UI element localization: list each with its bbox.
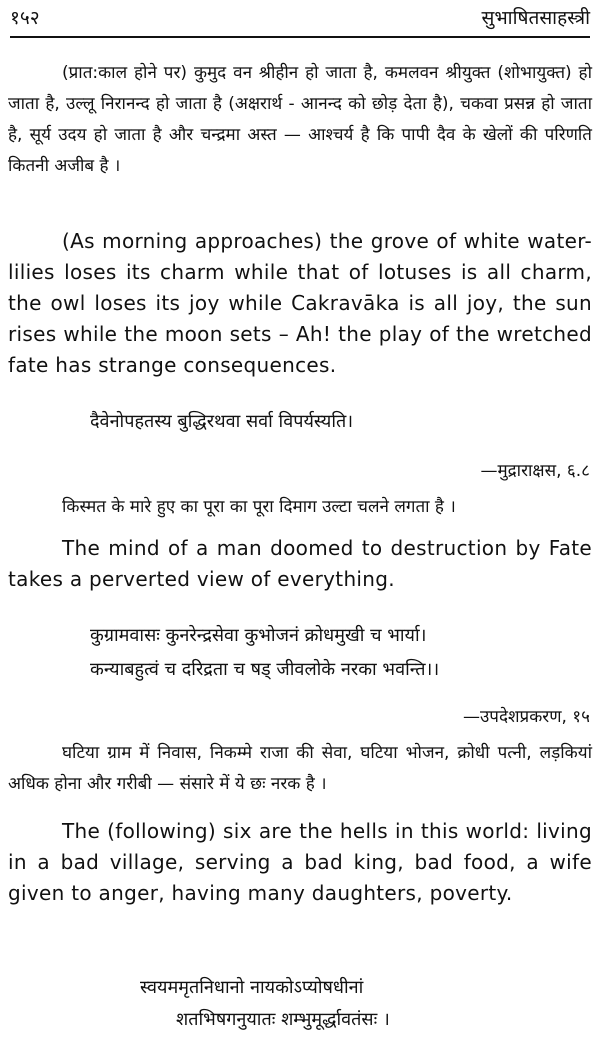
source-citation-2: —मुद्राराक्षस, ६.८ (480, 461, 590, 481)
hindi-translation-1 (8, 58, 592, 182)
english-paragraph: The (following) six are the hells in this world: living in a bad village, serving a bad king, bad food, a wife given to anger, having many daughters, poverty. (8, 819, 592, 905)
english-paragraph: The mind of a man doomed to destruction by Fate takes a perverted view of everything. (8, 536, 592, 591)
hindi-paragraph: (प्रात:काल होने पर) कुमुद वन श्रीहीन हो जाता है, कमलवन श्रीयुक्त (शोभायुक्त) हो जाता है, उल्लू निरानन्द हो जाता है (अक्षरार्थ - आनन्द को छोड़ देता है), चकवा प्रसन्न हो जाता है, सूर्य उदय हो जाता है और चन्द्रमा अस्त — आश्चर्य है कि पापी दैव के खेलों की परिणति कितनी अजीब है । (8, 63, 592, 176)
english-translation-2 (8, 533, 592, 595)
hindi-translation-2 (8, 492, 592, 523)
english-translation-1 (8, 226, 592, 381)
sanskrit-verse-3-line-1: कुग्रामवासः कुनरेन्द्रसेवा कुभोजनं क्रोधमुखी च भार्या। (90, 625, 427, 646)
hindi-translation-3 (8, 738, 592, 800)
sanskrit-verse-2: दैवेनोपहतस्य बुद्धिरथवा सर्वा विपर्यस्यति। (90, 411, 354, 432)
page-number: १५२ (10, 7, 40, 29)
book-title: सुभाषितसाहस्त्री (481, 7, 590, 29)
english-paragraph: (As morning approaches) the grove of white water-lilies loses its charm while that of lotuses is all charm, the owl loses its joy while Cakravāka is all joy, the sun rises while the moon sets – Ah! the play of the wretched fate has strange consequences. (8, 229, 592, 377)
sanskrit-verse-3-line-2: कन्याबहुत्वं च दरिद्रता च षड् जीवलोके नरका भवन्ति।। (90, 659, 440, 680)
sanskrit-verse-4-line-1: स्वयममृतनिधानो नायकोऽप्योषधीनां (140, 977, 364, 998)
source-citation-3: —उपदेशप्रकरण, १५ (462, 707, 590, 727)
hindi-paragraph: किस्मत के मारे हुए का पूरा का पूरा दिमाग उल्टा चलने लगता है । (62, 497, 456, 517)
hindi-paragraph: घटिया ग्राम में निवास, निकम्मे राजा की सेवा, घटिया भोजन, क्रोधी पत्नी, लड़कियां अधिक होना और गरीबी — संसारे में ये छः नरक है । (8, 743, 592, 794)
page-header (10, 2, 590, 38)
english-translation-3 (8, 816, 592, 909)
sanskrit-verse-4-line-2: शतभिषगनुयातः शम्भुमूर्द्धावतंसः । (176, 1009, 390, 1030)
